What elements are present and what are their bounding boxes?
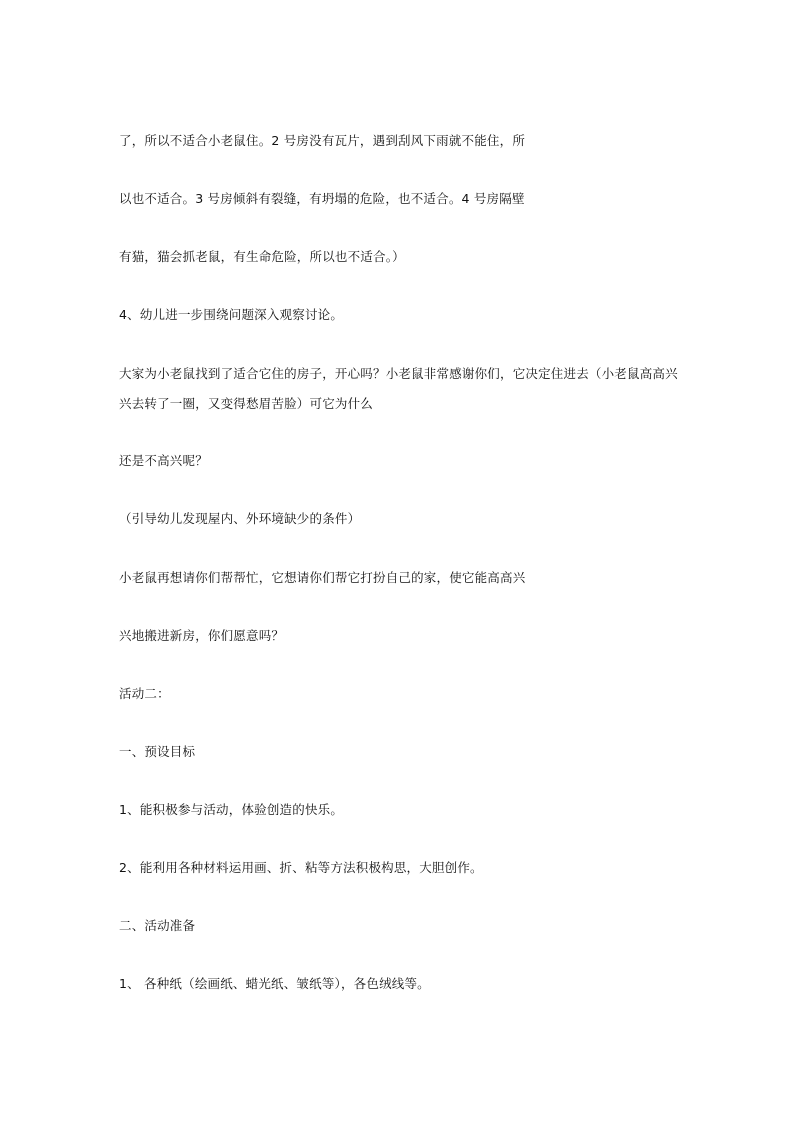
text-paragraph-5: 大家为小老鼠找到了适合它住的房子，开心吗？小老鼠非常感谢你们，它决定住进去（小老鼠高高兴兴去转了一圈，又变得愁眉苦脸）可它为什么 [119,366,678,411]
text-line-8: 小老鼠再想请你们帮帮忙，它想请你们帮它打扮自己的家，使它能高高兴 [119,570,526,585]
text-line-6: 还是不高兴呢？ [119,453,208,468]
text-line-14: 二、活动准备 [119,918,196,933]
text-line-2: 以也不适合。3 号房倾斜有裂缝，有坍塌的危险，也不适合。4 号房隔壁 [119,191,525,206]
text-line-4: 4、幼儿进一步围绕问题深入观察讨论。 [119,307,344,322]
text-line-7: （引导幼儿发现屋内、外环境缺少的条件） [119,511,361,526]
text-line-9: 兴地搬进新房，你们愿意吗？ [119,628,285,643]
text-line-15: 1、 各种纸（绘画纸、蜡光纸、皱纸等），各色绒线等。 [119,976,430,991]
text-line-11: 一、预设目标 [119,744,196,759]
text-line-3: 有猫，猫会抓老鼠，有生命危险，所以也不适合。） [119,249,405,264]
text-line-10: 活动二： [119,686,170,701]
text-line-12: 1、能积极参与活动，体验创造的快乐。 [119,802,344,817]
text-line-1: 了，所以不适合小老鼠住。2 号房没有瓦片，遇到刮风下雨就不能住，所 [119,133,526,148]
text-line-13: 2、能利用各种材料运用画、折、粘等方法积极构思，大胆创作。 [119,860,483,875]
